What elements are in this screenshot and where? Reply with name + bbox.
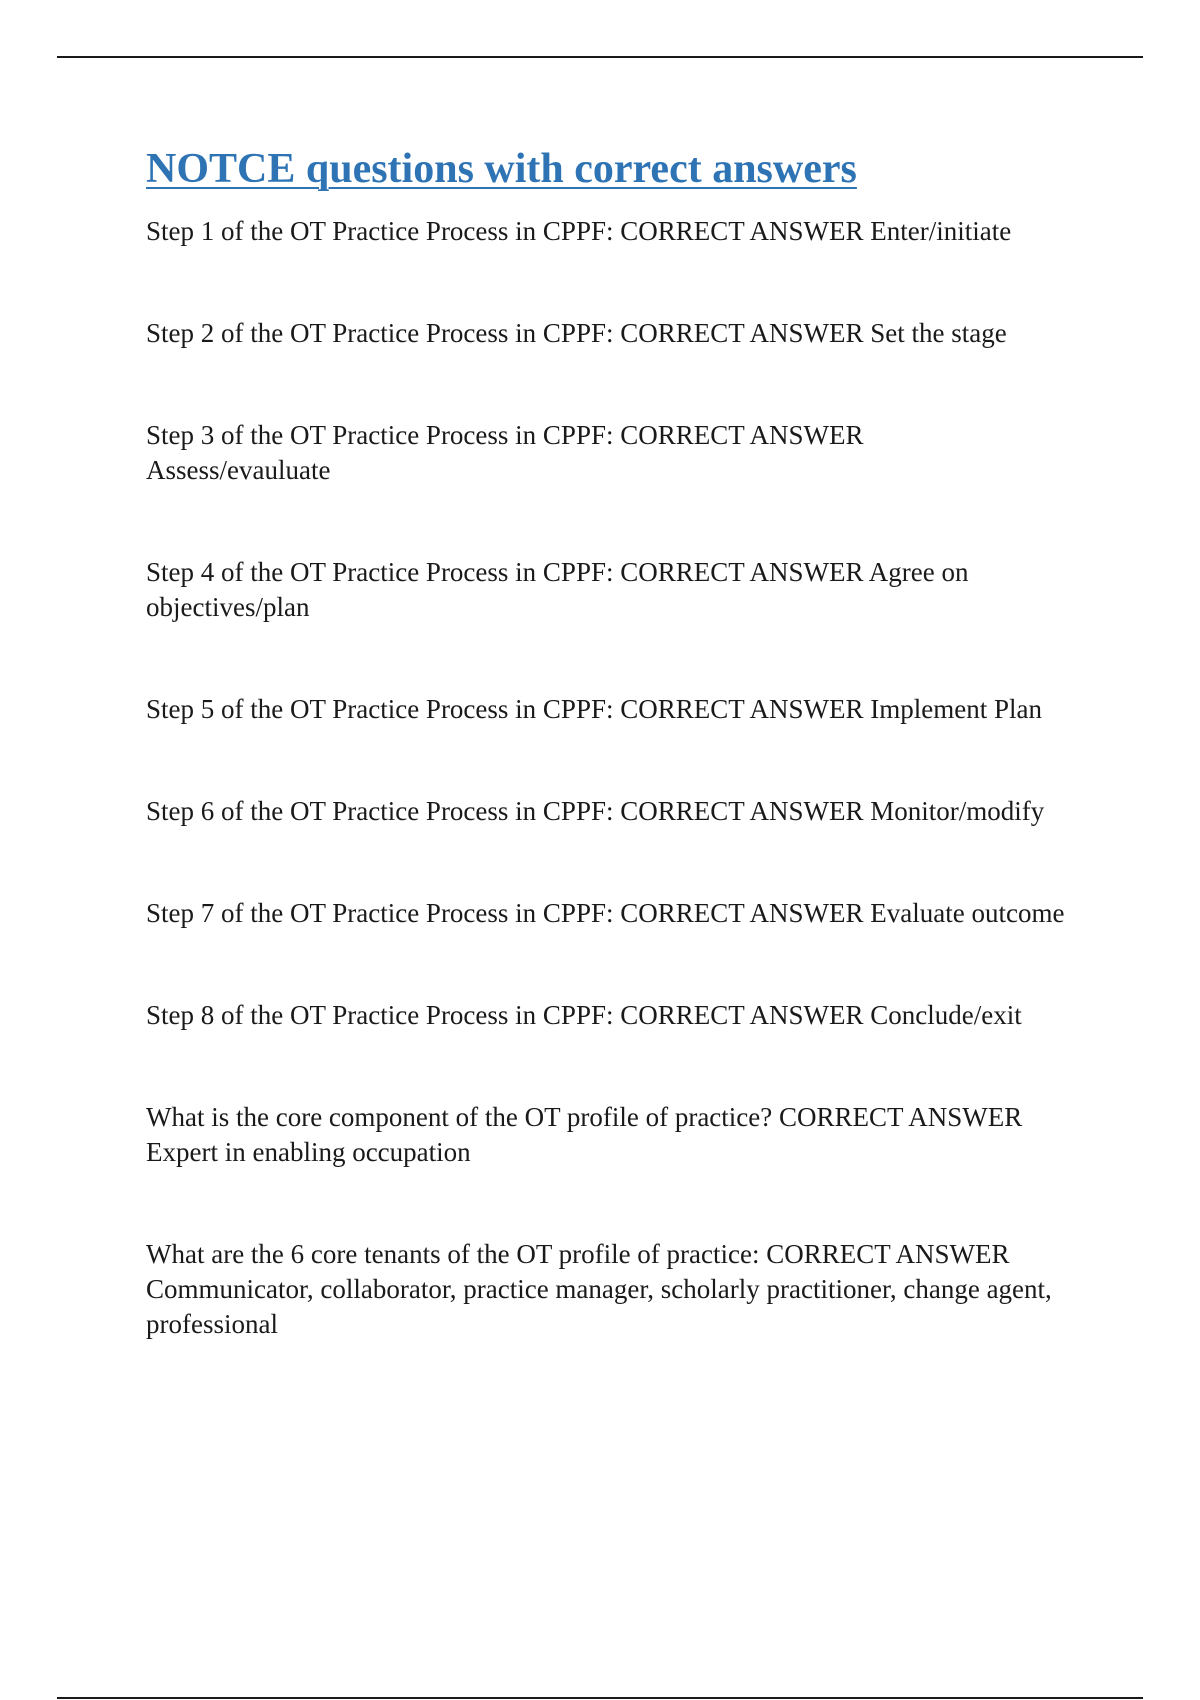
question-text: Step 2 of the OT Practice Process in CPPF:	[146, 318, 614, 348]
answer-marker: CORRECT ANSWER	[766, 1239, 1010, 1269]
qa-item	[146, 998, 1106, 1033]
answer-marker: CORRECT ANSWER	[620, 216, 864, 246]
question-text: Step 7 of the OT Practice Process in CPPF:	[146, 898, 614, 928]
footer-rule	[57, 1697, 1143, 1699]
answer-text: Agree on objectives/plan	[146, 557, 969, 622]
answer-text: Expert in enabling occupation	[146, 1137, 471, 1167]
question-text: What is the core component of the OT profile of practice?	[146, 1102, 773, 1132]
question-text: Step 3 of the OT Practice Process in CPPF:	[146, 420, 614, 450]
question-text: What are the 6 core tenants of the OT profile of practice:	[146, 1239, 760, 1269]
answer-marker: CORRECT ANSWER	[620, 557, 864, 587]
answer-marker: CORRECT ANSWER	[620, 420, 864, 450]
question-text: Step 5 of the OT Practice Process in CPPF:	[146, 694, 614, 724]
document-body	[146, 140, 1106, 1409]
answer-text: Conclude/exit	[870, 1000, 1022, 1030]
header-rule	[57, 56, 1143, 58]
qa-list	[146, 214, 1106, 1342]
answer-text: Monitor/modify	[870, 796, 1045, 826]
qa-item	[146, 692, 1106, 727]
answer-marker: CORRECT ANSWER	[620, 898, 864, 928]
answer-marker: CORRECT ANSWER	[620, 1000, 864, 1030]
qa-item	[146, 1100, 1106, 1170]
question-text: Step 6 of the OT Practice Process in CPPF:	[146, 796, 614, 826]
qa-item	[146, 555, 1106, 625]
answer-marker: CORRECT ANSWER	[620, 796, 864, 826]
answer-text: Communicator, collaborator, practice manager, scholarly practitioner, change agent, professional	[146, 1274, 1052, 1339]
answer-text: Set the stage	[870, 318, 1007, 348]
answer-text: Implement Plan	[870, 694, 1042, 724]
qa-item	[146, 794, 1106, 829]
answer-marker: CORRECT ANSWER	[620, 318, 864, 348]
answer-text: Evaluate outcome	[870, 898, 1065, 928]
qa-item	[146, 418, 1106, 488]
qa-item	[146, 1237, 1106, 1342]
question-text: Step 1 of the OT Practice Process in CPPF:	[146, 216, 614, 246]
qa-item	[146, 214, 1106, 249]
document-title[interactable]: NOTCE questions with correct answers	[146, 146, 857, 192]
answer-text: Assess/evauluate	[146, 455, 331, 485]
answer-marker: CORRECT ANSWER	[620, 694, 864, 724]
qa-item	[146, 316, 1106, 351]
answer-text: Enter/initiate	[870, 216, 1012, 246]
qa-item	[146, 896, 1106, 931]
question-text: Step 4 of the OT Practice Process in CPPF:	[146, 557, 614, 587]
answer-marker: CORRECT ANSWER	[779, 1102, 1023, 1132]
question-text: Step 8 of the OT Practice Process in CPPF:	[146, 1000, 614, 1030]
